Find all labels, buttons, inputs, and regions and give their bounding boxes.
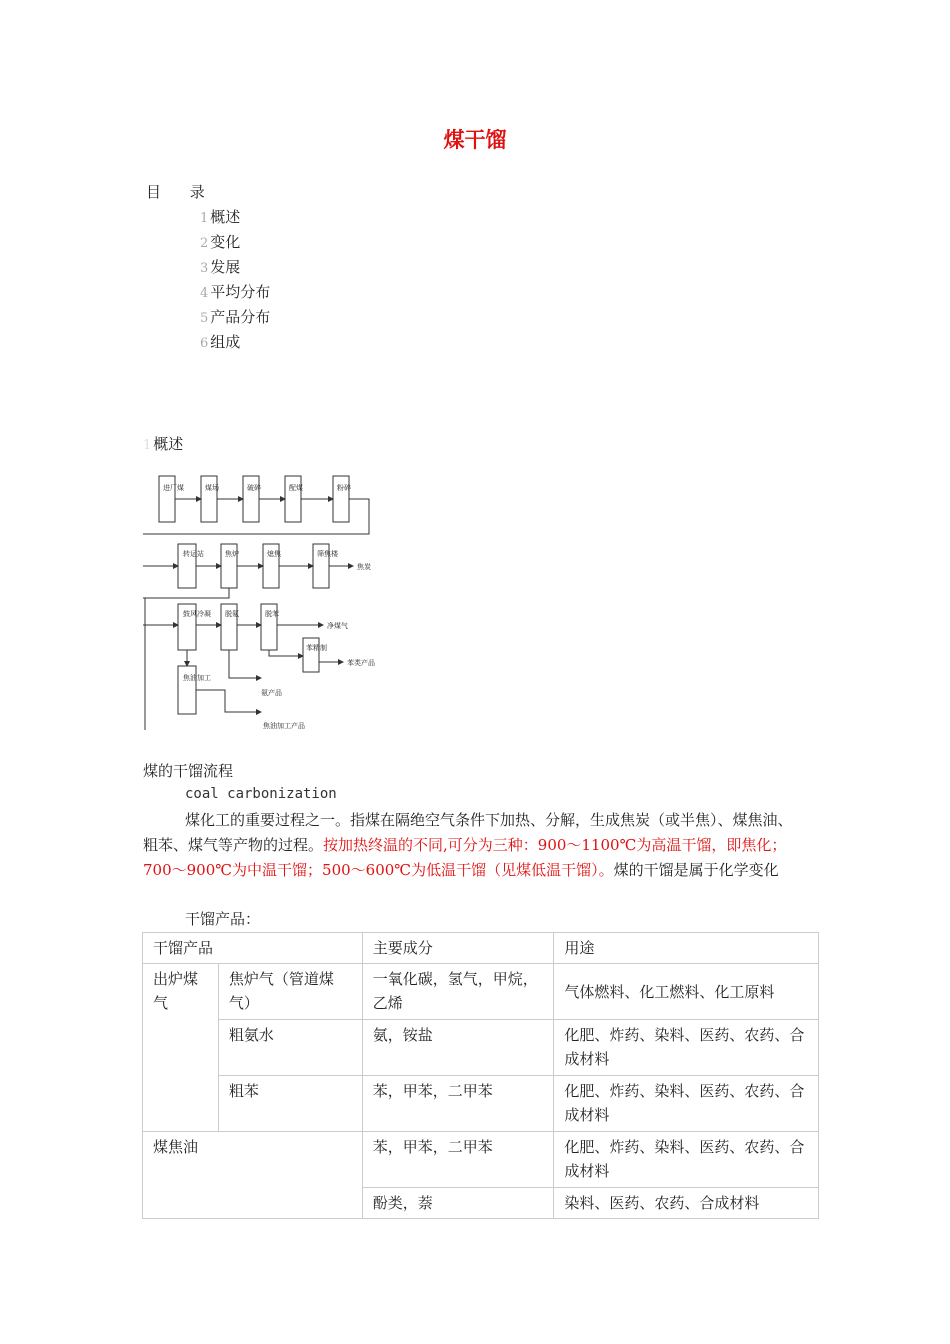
- toc-num: 5: [200, 311, 209, 326]
- table-row: [143, 964, 819, 1020]
- table-group-cell: 出炉煤气: [143, 964, 219, 1132]
- toc-label: 平均分布: [210, 283, 271, 301]
- flow-label-benzene-refining: 苯精制: [306, 644, 327, 652]
- section-num: 1: [143, 438, 152, 453]
- table-group-cell: 煤焦油: [143, 1132, 363, 1219]
- table-row: [143, 1076, 819, 1132]
- table-cell: 苯，甲苯，二甲苯: [362, 1076, 554, 1132]
- flow-label-coke-oven: 焦炉: [225, 550, 239, 558]
- toc-label: 产品分布: [210, 308, 271, 326]
- toc-label: 变化: [210, 233, 241, 251]
- toc-num: 6: [200, 336, 209, 351]
- table-cell: 粗苯: [218, 1076, 362, 1132]
- flow-label-clean-gas: 净煤气: [327, 622, 348, 630]
- table-cell: 染料、医药、农药、合成材料: [554, 1188, 819, 1219]
- flow-label-quenching: 熄焦: [267, 550, 281, 558]
- paragraph-text: 煤化工的重要过程之一。指煤在隔绝空气条件下加热、分解，生成焦炭（或半焦）、煤焦油、粗苯、煤气等产物的过程。: [143, 811, 793, 854]
- toc-item-development[interactable]: [200, 256, 240, 277]
- table-cell: 焦炉气（管道煤气）: [218, 964, 362, 1020]
- flow-box-incoming-coal: [159, 476, 175, 522]
- table-cell: 化肥、炸药、染料、医药、农药、合成材料: [554, 1076, 819, 1132]
- flow-label-tar-processing: 焦油加工: [183, 674, 211, 682]
- flow-label-blower-condensing: 鼓风冷凝: [183, 610, 211, 618]
- table-cell: 酚类，萘: [362, 1188, 554, 1219]
- toc-label: 概述: [210, 208, 241, 226]
- flow-label-coal-yard: 煤场: [205, 484, 219, 492]
- table-header-row: [143, 933, 819, 964]
- table-cell: 化肥、炸药、染料、医药、农药、合成材料: [554, 1132, 819, 1188]
- page-title: 煤干馏: [443, 128, 507, 152]
- flow-label-ammonia-removal: 脱氨: [225, 610, 239, 618]
- toc-label: 组成: [210, 333, 241, 351]
- table-cell: 化肥、炸药、染料、医药、农药、合成材料: [554, 1020, 819, 1076]
- flow-label-tar-products: 焦油加工产品: [263, 722, 305, 730]
- figure-caption: 煤的干馏流程: [143, 762, 234, 780]
- english-term: coal carbonization: [185, 786, 337, 802]
- flow-label-blending: 配煤: [289, 484, 303, 492]
- toc-item-product-distribution[interactable]: [200, 306, 270, 327]
- toc-item-change[interactable]: [200, 231, 240, 252]
- table-header: 干馏产品: [143, 933, 363, 964]
- toc-num: 2: [200, 236, 209, 251]
- flow-label-screening: 筛焦楼: [317, 550, 338, 558]
- table-cell: 氨，铵盐: [362, 1020, 554, 1076]
- toc-num: 4: [200, 286, 209, 301]
- products-table: [142, 932, 819, 1219]
- toc-label: 发展: [210, 258, 241, 276]
- flow-label-incoming-coal: 进厂煤: [163, 484, 184, 492]
- flow-box-coal-yard: [201, 476, 217, 522]
- flow-box-crushing: [243, 476, 259, 522]
- flow-label-coke: 焦炭: [357, 563, 371, 571]
- table-cell: 气体燃料、化工燃料、化工原料: [554, 964, 819, 1020]
- flow-label-ammonia-products: 氨产品: [261, 689, 282, 697]
- toc-item-composition[interactable]: [200, 331, 240, 352]
- toc-num: 3: [200, 261, 209, 276]
- table-header: 主要成分: [362, 933, 554, 964]
- paragraph-highlight: 按加热终温的不同,可分为三种：900～1100℃为高温干馏，即焦化；700～900℃为中温干馏；500～600℃为低温干馏（见煤低温干馏）。: [143, 836, 787, 879]
- section-heading-overview: [143, 433, 183, 454]
- section-title: 概述: [153, 435, 184, 453]
- flow-label-transfer-station: 转运站: [183, 550, 204, 558]
- flow-box-blending: [285, 476, 301, 522]
- toc-item-average-distribution[interactable]: [200, 281, 270, 302]
- toc-num: 1: [200, 211, 209, 226]
- table-row: [143, 1020, 819, 1076]
- products-label: 干馏产品：: [185, 910, 261, 928]
- flow-label-pulverizing: 粉碎: [337, 484, 351, 492]
- flow-box-pulverizing: [333, 476, 349, 522]
- table-row: [143, 1132, 819, 1188]
- coal-carbonization-flowchart: [143, 470, 413, 735]
- flow-label-benzene-removal: 脱苯: [265, 610, 279, 618]
- toc-item-overview[interactable]: [200, 206, 240, 227]
- table-cell: 粗氨水: [218, 1020, 362, 1076]
- table-cell: 一氧化碳，氢气，甲烷，乙烯: [362, 964, 554, 1020]
- definition-paragraph: [143, 808, 805, 883]
- table-cell: 苯，甲苯，二甲苯: [362, 1132, 554, 1188]
- table-header: 用途: [554, 933, 819, 964]
- toc-heading: 目 录: [146, 183, 217, 201]
- paragraph-text-end: 煤的干馏是属于化学变化: [613, 861, 779, 879]
- flow-label-benzene-products: 苯类产品: [347, 659, 375, 667]
- flow-label-crushing: 破碎: [247, 484, 261, 492]
